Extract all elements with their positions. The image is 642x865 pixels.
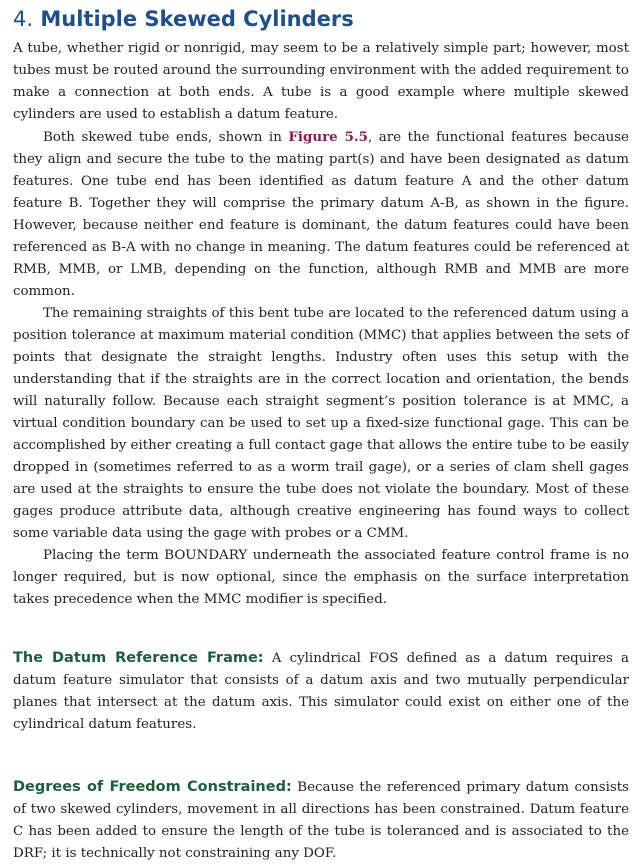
subsection-heading: Degrees of Freedom Constrained: bbox=[13, 779, 292, 795]
section-title bbox=[13, 6, 629, 32]
subsection-heading: The Datum Reference Frame: bbox=[13, 650, 264, 666]
paragraph-straights: The remaining straights of this bent tube are located to the referenced datum using a position tolerance at maximum material condition (MMC) that applies between the sets of points that designate the straight lengths. Industry often uses this setup with the understanding that if the straights are in the correct location and orientation, the bends will naturally follow. Because each straight segment’s position tolerance is at MMC, a virtual condition boundary can be used to set up a fixed-size functional gage. This can be accomplished by either creating a full contact gage that allows the entire tube to be easily dropped in (sometimes referred to as a worm trail gage), or a series of clam shell gages are used at the straights to ensure the tube does not violate the boundary. Most of these gages produce attribute data, although creative engineering has found ways to collect some variable data using the gage with probes or a CMM. bbox=[13, 306, 629, 541]
subsection-text: Because the referenced primary datum consists of two skewed cylinders, movement in all directions has been constrained. Datum feature C has been added to ensure the length of the tube is toleranced and is associated to the DRF; it is technically not constraining any DOF. bbox=[13, 780, 630, 861]
subsection-degrees-of-freedom bbox=[13, 776, 629, 865]
subsection-datum-reference-frame bbox=[13, 647, 629, 736]
section-number: 4. bbox=[13, 7, 34, 31]
paragraph-text: Both skewed tube ends, shown in bbox=[43, 130, 289, 145]
paragraph-skewed-ends bbox=[13, 126, 629, 303]
subsection-text: A cylindrical FOS defined as a datum requires a datum feature simulator that consists of a datum axis and two mutually perpendicular planes that intersect at the datum axis. This simulator could exist on either one of the cylindrical datum features. bbox=[13, 651, 629, 732]
paragraph-intro: A tube, whether rigid or nonrigid, may seem to be a relatively simple part; however, most tubes must be routed around the surrounding environment with the added requirement to make a connection at both ends. A tube is a good example where multiple skewed cylinders are used to establish a datum feature. bbox=[13, 41, 629, 122]
section-title-text: Multiple Skewed Cylinders bbox=[40, 7, 354, 31]
figure-reference-link[interactable]: Figure 5.5 bbox=[288, 129, 368, 145]
paragraph-boundary: Placing the term BOUNDARY underneath the associated feature control frame is no longer required, but is now optional, since the emphasis on the surface interpretation takes precedence when the MMC modifier is specified. bbox=[13, 548, 629, 607]
paragraph-text: , are the functional features because they align and secure the tube to the mating part(s) and have been designated as datum features. One tube end has been identified as datum feature A and the other datum feature B. Together they will comprise the primary datum A-B, as shown in the figure. However, because neither end feature is dominant, the datum features could have been referenced as B-A with no change in meaning. The datum features could be referenced at RMB, MMB, or LMB, depending on the function, although RMB and MMB are more common. bbox=[13, 130, 629, 299]
